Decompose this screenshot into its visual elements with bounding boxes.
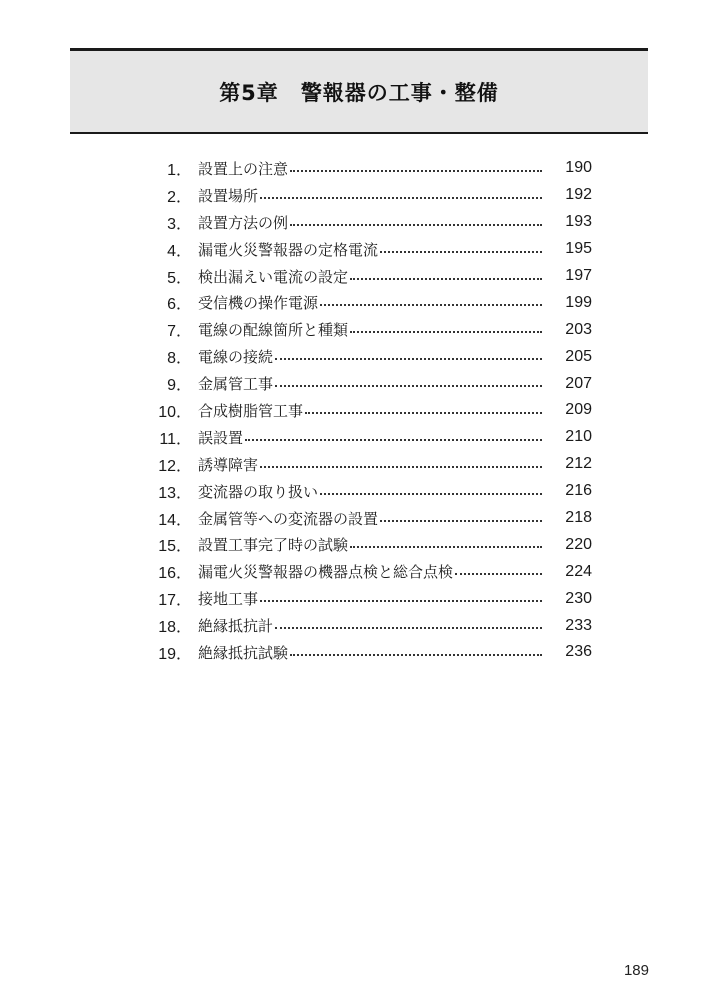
toc-entry-title: 設置上の注意: [198, 159, 289, 178]
toc-dot-leader: [260, 465, 542, 468]
toc-entry-number: 16．: [158, 565, 192, 583]
toc-dot-leader: [275, 626, 542, 629]
toc-entry-title: 設置工事完了時の試験: [198, 536, 349, 555]
toc-entry-title: 受信機の操作電源: [198, 294, 319, 313]
toc-entry-page: 236: [565, 643, 592, 661]
chapter-header: [70, 48, 648, 134]
toc-entry-page: 224: [565, 562, 592, 580]
toc-entry-page: 190: [565, 159, 592, 177]
toc-entry-number: 4．: [167, 242, 192, 260]
table-of-contents: [152, 155, 592, 666]
toc-entry-page: 197: [565, 267, 592, 284]
toc-entry-title: 絶縁抵抗試験: [198, 643, 289, 662]
toc-dot-leader: [290, 653, 542, 656]
toc-entry-title: 漏電火災警報器の定格電流: [198, 240, 379, 259]
chapter-name: 警報器の工事・整備: [300, 80, 499, 105]
toc-entry-number: 3．: [167, 215, 192, 233]
toc-entry-number: 18．: [158, 619, 192, 637]
toc-entry-title: 絶縁抵抗計: [198, 617, 274, 636]
toc-entry-title: 誘導障害: [198, 455, 259, 474]
toc-dot-leader: [275, 384, 542, 387]
toc-entry-number: 1．: [167, 161, 192, 179]
toc-entry-title: 設置方法の例: [198, 213, 289, 232]
toc-entry-number: 7．: [167, 323, 192, 341]
toc-entry-page: 193: [565, 213, 592, 231]
toc-entry[interactable]: [152, 451, 592, 478]
toc-entry-title: 金属管工事: [198, 375, 274, 394]
toc-entry[interactable]: [152, 531, 592, 558]
toc-entry[interactable]: [152, 558, 592, 585]
toc-entry[interactable]: [152, 612, 592, 639]
toc-entry-title: 変流器の取り扱い: [198, 482, 319, 501]
page-number: 189: [623, 962, 649, 979]
toc-entry-page: 220: [565, 535, 592, 553]
toc-entry-page: 203: [565, 320, 592, 338]
toc-entry-number: 9．: [167, 377, 192, 395]
toc-entry-number: 6．: [167, 296, 192, 314]
chapter-title: [219, 77, 499, 107]
toc-entry[interactable]: [152, 370, 592, 397]
toc-entry[interactable]: [152, 397, 592, 424]
toc-entry-number: 17．: [158, 592, 192, 610]
toc-entry-page: 212: [565, 455, 592, 473]
toc-entry[interactable]: [152, 289, 592, 316]
toc-entry-title: 誤設置: [198, 428, 244, 447]
toc-entry[interactable]: [152, 343, 592, 370]
toc-entry-number: 8．: [167, 350, 192, 368]
toc-entry-number: 12．: [158, 457, 192, 475]
toc-entry-page: 210: [565, 428, 592, 446]
toc-entry-number: 15．: [158, 538, 192, 556]
toc-dot-leader: [455, 572, 542, 575]
chapter-number: 第5章: [219, 80, 279, 105]
toc-dot-leader: [320, 303, 542, 306]
toc-entry-number: 13．: [158, 484, 192, 502]
toc-entry[interactable]: [152, 424, 592, 451]
toc-dot-leader: [290, 223, 542, 226]
toc-entry[interactable]: [152, 316, 592, 343]
toc-entry-page: 207: [565, 374, 592, 392]
toc-dot-leader: [320, 492, 542, 495]
toc-entry-page: 192: [565, 186, 592, 204]
toc-dot-leader: [350, 330, 542, 333]
toc-entry[interactable]: [152, 155, 592, 182]
toc-dot-leader: [380, 250, 542, 253]
toc-entry-page: 218: [565, 509, 592, 527]
toc-entry-title: 合成樹脂管工事: [198, 401, 304, 420]
toc-dot-leader: [245, 438, 542, 441]
toc-dot-leader: [350, 277, 542, 280]
toc-entry[interactable]: [152, 505, 592, 532]
toc-entry-page: 209: [565, 401, 592, 419]
toc-entry[interactable]: [152, 639, 592, 666]
toc-entry-page: 233: [565, 616, 592, 634]
toc-entry-page: 216: [565, 482, 592, 500]
toc-entry[interactable]: [152, 478, 592, 505]
toc-dot-leader: [260, 196, 542, 199]
toc-entry[interactable]: [152, 209, 592, 236]
toc-entry-number: 19．: [158, 645, 192, 663]
toc-dot-leader: [305, 411, 542, 414]
toc-entry-title: 漏電火災警報器の機器点検と総合点検: [198, 563, 454, 582]
toc-entry-title: 電線の接続: [198, 348, 274, 367]
toc-entry[interactable]: [152, 263, 592, 290]
toc-entry-page: 195: [565, 240, 592, 258]
toc-entry-page: 205: [565, 347, 592, 365]
toc-entry-number: 14．: [158, 511, 192, 529]
toc-dot-leader: [290, 169, 542, 172]
toc-entry-title: 電線の配線箇所と種類: [198, 321, 349, 340]
toc-entry[interactable]: [152, 236, 592, 263]
toc-dot-leader: [260, 599, 542, 602]
toc-entry-page: 230: [565, 589, 592, 607]
toc-entry-number: 11．: [159, 430, 192, 448]
toc-dot-leader: [275, 357, 542, 360]
toc-entry[interactable]: [152, 182, 592, 209]
toc-entry-title: 接地工事: [198, 590, 259, 609]
toc-dot-leader: [350, 545, 542, 548]
toc-entry-number: 5．: [167, 269, 192, 287]
toc-entry[interactable]: [152, 585, 592, 612]
toc-dot-leader: [380, 519, 542, 522]
toc-entry-page: 199: [565, 293, 592, 311]
toc-entry-title: 検出漏えい電流の設定: [198, 267, 349, 286]
toc-entry-title: 金属管等への変流器の設置: [198, 509, 379, 528]
toc-entry-number: 2．: [167, 188, 192, 206]
toc-entry-number: 10．: [158, 403, 192, 421]
toc-entry-title: 設置場所: [198, 186, 259, 205]
